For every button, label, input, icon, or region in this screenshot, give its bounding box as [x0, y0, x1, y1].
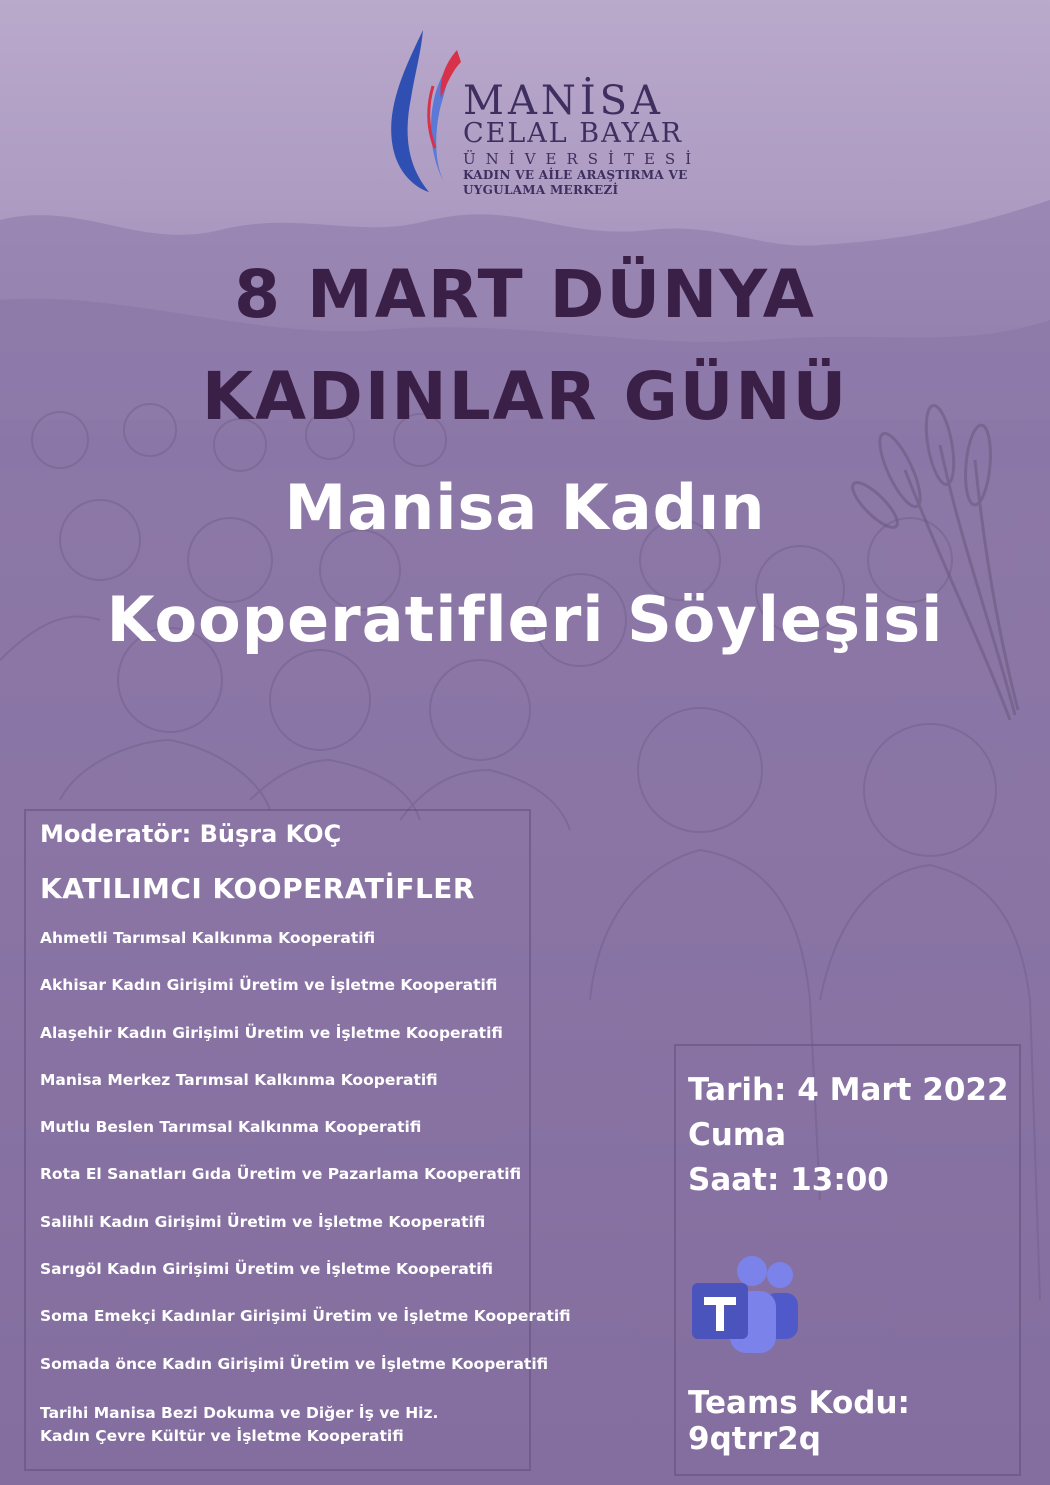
- logo-line-2: CELAL BAYAR: [463, 118, 684, 149]
- logo-line-4: KADIN VE AİLE ARAŞTIRMA VE: [463, 168, 688, 182]
- university-logo: [385, 28, 702, 203]
- list-item: Akhisar Kadın Girişimi Üretim ve İşletme Kooperatifi: [40, 976, 498, 995]
- event-date: Tarih: 4 Mart 2022: [688, 1072, 1009, 1108]
- participants-heading: KATILIMCI KOOPERATİFLER: [40, 872, 475, 905]
- list-item: Alaşehir Kadın Girişimi Üretim ve İşletme Kooperatifi: [40, 1023, 503, 1042]
- cooperatives-list: [40, 928, 571, 1401]
- event-day: Cuma: [688, 1117, 787, 1153]
- list-item-last: [40, 1402, 438, 1448]
- microsoft-teams-icon: [690, 1255, 805, 1360]
- logo-line-1: MANİSA: [463, 78, 664, 124]
- teams-code: Teams Kodu: 9qtrr2q: [688, 1385, 910, 1457]
- list-item: Somada önce Kadın Girişimi Üretim ve İşletme Kooperatifi: [40, 1354, 549, 1373]
- moderator-text: Moderatör: Büşra KOÇ: [40, 820, 342, 848]
- list-item: Salihli Kadın Girişimi Üretim ve İşletme Kooperatifi: [40, 1212, 486, 1231]
- list-item: Rota El Sanatları Gıda Üretim ve Pazarlama Kooperatifi: [40, 1165, 522, 1184]
- logo-line-3: ÜNİVERSİTESİ: [463, 150, 702, 168]
- title-line-1: 8 MART DÜNYA: [234, 256, 816, 333]
- subtitle-line-1: Manisa Kadın: [284, 471, 766, 544]
- subtitle-line-2: Kooperatifleri Söyleşisi: [106, 583, 944, 656]
- event-time: Saat: 13:00: [688, 1162, 889, 1198]
- list-item: Sarıgöl Kadın Girişimi Üretim ve İşletme Kooperatifi: [40, 1260, 494, 1279]
- title-line-2: KADINLAR GÜNÜ: [201, 358, 849, 435]
- list-item: Manisa Merkez Tarımsal Kalkınma Kooperatifi: [40, 1070, 438, 1089]
- logo-line-5: UYGULAMA MERKEZİ: [463, 183, 619, 197]
- list-item: Mutlu Beslen Tarımsal Kalkınma Kooperatifi: [40, 1118, 422, 1137]
- list-item-last-line-1: Tarihi Manisa Bezi Dokuma ve Diğer İş ve Hiz.: [40, 1404, 439, 1422]
- university-flame-logo-icon: [385, 28, 465, 193]
- list-item: Ahmetli Tarımsal Kalkınma Kooperatifi: [40, 929, 376, 947]
- event-details: [688, 1068, 1009, 1203]
- list-item: Soma Emekçi Kadınlar Girişimi Üretim ve İşletme Kooperatifi: [40, 1307, 571, 1326]
- list-item-last-line-2: Kadın Çevre Kültür ve İşletme Kooperatifi: [40, 1427, 404, 1445]
